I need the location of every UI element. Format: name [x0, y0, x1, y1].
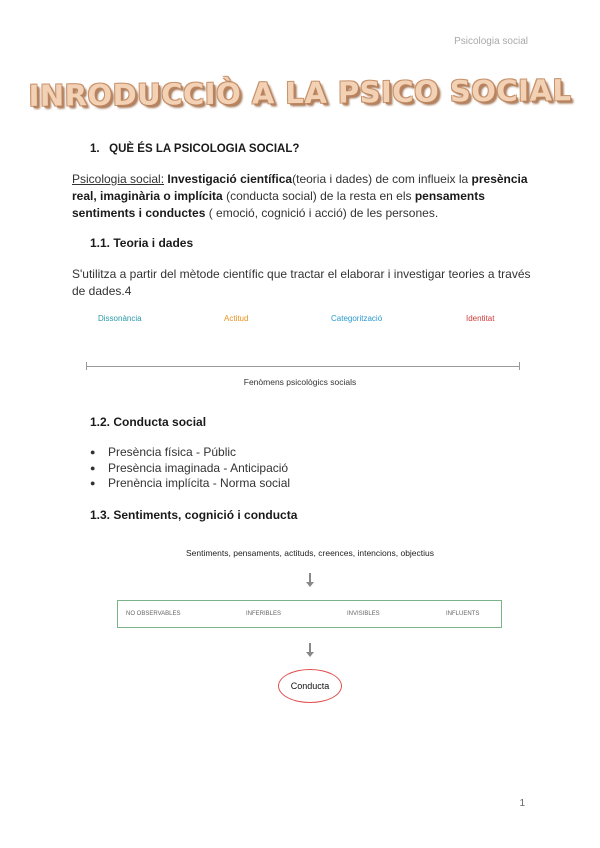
category-categorization: Categorització	[331, 314, 383, 323]
definition-term: Psicologia social:	[72, 172, 165, 186]
arrow-down-icon	[309, 643, 311, 652]
section-1-3-heading: 1.3. Sentiments, cognició i conducta	[90, 508, 298, 522]
definition-paragraph	[72, 171, 530, 222]
internal-states-text: Sentiments, pensaments, actituds, creences, intencions, objectius	[185, 548, 435, 558]
category-attitude: Actitud	[224, 314, 249, 323]
def-part: (teoria i dades) de com influeix la	[292, 172, 472, 186]
section-1-2-heading: 1.2. Conducta social	[90, 415, 207, 429]
section-1-1-text: S'utilitza a partir del mètode científic que tractar el elaborar i investigar teories a través de dades.4	[72, 267, 531, 298]
def-bold-part: Investigació científica	[167, 172, 293, 186]
box-label-influential: INFLUENTS	[446, 611, 480, 617]
section-1-heading: 1. QUÈ ÉS LA PSICOLOGIA SOCIAL?	[90, 143, 300, 155]
conduct-list	[90, 445, 290, 492]
category-identity: Identitat	[466, 314, 495, 323]
section-1-1-heading: 1.1. Teoria i dades	[90, 236, 194, 250]
category-dissonance: Dissonància	[98, 314, 142, 323]
axis-right-tick	[519, 362, 520, 370]
box-label-invisible: INVISIBLES	[347, 611, 380, 617]
phenomena-caption: Fenòmens psicològics socials	[243, 377, 357, 387]
conduct-oval	[278, 669, 342, 703]
box-label-inferable: INFERIBLES	[246, 611, 282, 617]
list-item: ● Presència física - Públic	[90, 445, 290, 461]
page-title: INRODUCCIÒ A LA PSICO SOCIAL	[28, 73, 572, 113]
conduct-label: Conducta	[290, 681, 330, 691]
arrow-down-icon	[309, 573, 311, 582]
def-part: ( emoció, cognició i acció) de les persones.	[205, 206, 439, 220]
def-part: (conducta social) de la resta en els	[222, 189, 415, 203]
axis-left-tick	[86, 362, 87, 370]
def-bold-part: presència real, imaginària o implícita	[72, 172, 528, 203]
page-number: 1	[519, 798, 525, 809]
list-item: ● Presència imaginada - Anticipació	[90, 461, 290, 477]
arrowhead-icon	[306, 652, 314, 657]
def-bold-part: pensaments sentiments i conductes	[72, 189, 485, 220]
box-label-not-observable: NO OBSERVABLES	[126, 611, 181, 617]
phenomena-axis-line	[86, 366, 520, 367]
running-header: Psicologia social	[454, 36, 528, 47]
list-item: ● Prenència implícita - Norma social	[90, 476, 290, 492]
arrowhead-icon	[306, 582, 314, 587]
